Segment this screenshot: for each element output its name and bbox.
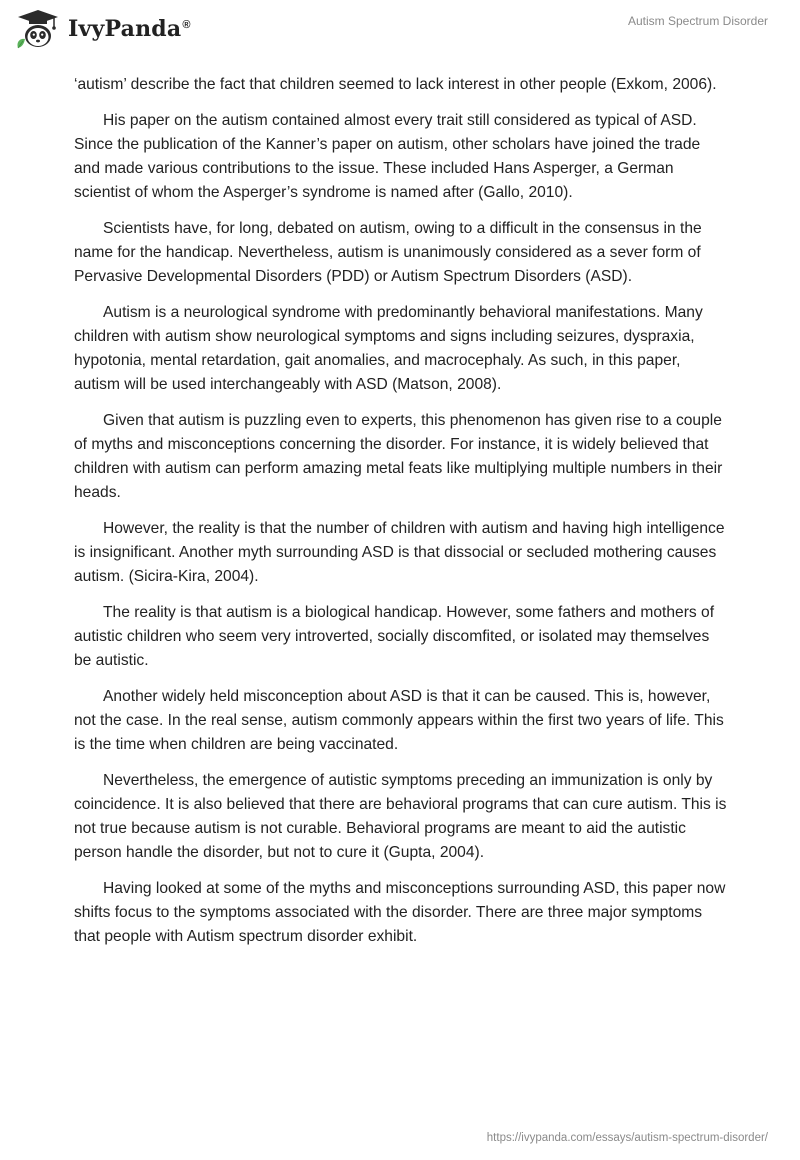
paragraph: Autism is a neurological syndrome with predominantly behavioral manifestations. Many children with autism show neurological symptoms and signs including seizures, dyspraxia, hypotonia, mental retardation, gait anomalies, and macrocephaly. As such, in this paper, autism will be used interchangeably with ASD (Matson, 2008). [74, 304, 703, 393]
paragraph: Scientists have, for long, debated on autism, owing to a difficult in the consensus in the name for the handicap. Nevertheless, autism is unanimously considered as a sever form of Pervasive Developmental Disorders (PDD) or Autism Spectrum Disorders (ASD). [74, 220, 702, 285]
ivypanda-logo[interactable] [14, 8, 191, 50]
source-url[interactable]: https://ivypanda.com/essays/autism-spectrum-disorder/ [486, 1132, 768, 1144]
paragraph: Having looked at some of the myths and misconceptions surrounding ASD, this paper now shifts focus to the symptoms associated with the disorder. There are three major symptoms that people with Autism spectrum disorder exhibit. [74, 880, 726, 945]
document-title: Autism Spectrum Disorder [627, 14, 768, 28]
essay-body [74, 73, 730, 961]
paragraph: Another widely held misconception about ASD is that it can be caused. This is, however, not the case. In the real sense, autism commonly appears within the first two years of life. This is the time when children are being vaccinated. [74, 688, 724, 753]
paragraph: Given that autism is puzzling even to experts, this phenomenon has given rise to a couple of myths and misconceptions concerning the disorder. For instance, it is widely believed that children with autism can perform amazing metal feats like multiplying multiple numbers in their heads. [74, 412, 723, 501]
paragraph: The reality is that autism is a biological handicap. However, some fathers and mothers of autistic children who seem very introverted, socially discomfited, or isolated may themselves be autistic. [74, 604, 715, 669]
paragraph: Nevertheless, the emergence of autistic symptoms preceding an immunization is only by coincidence. It is also believed that there are behavioral programs that can cure autism. This is not true because autism is not curable. Behavioral programs are meant to aid the autistic person handle the disorder, but not to cure it (Gupta, 2004). [74, 772, 727, 861]
page-header [0, 0, 800, 64]
panda-graduate-icon [14, 8, 62, 50]
paragraph: However, the reality is that the number of children with autism and having high intelligence is insignificant. Another myth surrounding ASD is that dissocial or secluded mothering causes autism. (Sicira-Kira, 2004). [74, 520, 725, 585]
paragraph: His paper on the autism contained almost every trait still considered as typical of ASD. Since the publication of the Kanner’s paper on autism, other scholars have joined the trade and made various contributions to the issue. These included Hans Asperger, a German scientist of whom the Asperger’s syndrome is named after (Gallo, 2010). [74, 112, 701, 201]
brand-name: IvyPanda® [68, 16, 191, 42]
paragraph: ‘autism’ describe the fact that children seemed to lack interest in other people (Exkom, 2006). [74, 76, 717, 93]
